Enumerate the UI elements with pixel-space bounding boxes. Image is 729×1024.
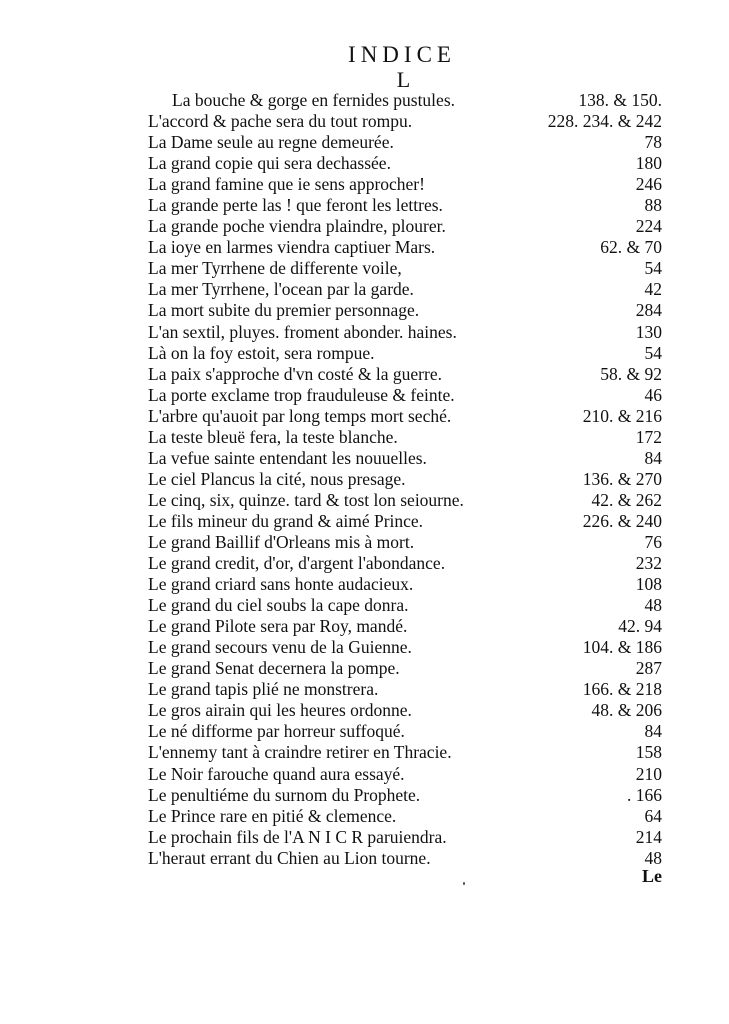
entry-page-ref: 136. & 270 (582, 468, 662, 489)
entry-text: Le grand Baillif d'Orleans mis à mort. (148, 531, 415, 552)
entry-page-ref: 48. & 206 (591, 700, 662, 721)
entry-page-ref: 284 (635, 300, 662, 321)
entry-text: Le grand credit, d'or, d'argent l'abondance. (148, 553, 446, 574)
entry-text: Le né difforme par horreur suffoqué. (148, 721, 405, 742)
entry-page-ref: 108 (635, 574, 662, 595)
entry-page-ref: 84 (644, 721, 662, 742)
ink-speck (463, 882, 465, 885)
index-entry (0, 195, 729, 216)
index-entry (0, 742, 729, 763)
catchword: Le (642, 866, 662, 886)
entry-text: L'an sextil, pluyes. froment abonder. haines. (148, 321, 457, 342)
index-entry (0, 764, 729, 785)
entry-page-ref: 214 (635, 826, 662, 847)
entry-page-ref: 246 (635, 174, 662, 195)
index-entry (0, 574, 729, 595)
entry-text: La teste bleuë fera, la teste blanche. (148, 426, 398, 447)
entry-page-ref: 287 (635, 658, 662, 679)
entry-page-ref: 138. & 150. (578, 90, 662, 110)
entry-text: La mer Tyrrhene de differente voile, (148, 258, 402, 279)
entry-page-ref: 226. & 240 (582, 510, 662, 531)
entry-page-ref: 158 (635, 742, 662, 763)
entry-page-ref: . 166 (627, 784, 662, 805)
index-entry (0, 279, 729, 300)
entry-page-ref: 104. & 186 (582, 637, 662, 658)
entry-page-ref: 54 (644, 258, 662, 279)
index-entry (0, 448, 729, 469)
entry-text: Le gros airain qui les heures ordonne. (148, 700, 412, 721)
entry-page-ref: 180 (635, 153, 662, 174)
entry-text: La mort subite du premier personnage. (148, 300, 420, 321)
entry-page-ref: 46 (644, 384, 662, 405)
entry-text: Le prochain fils de l'A N I C R paruiendra. (148, 826, 447, 847)
entry-text: Le grand tapis plié ne monstrera. (148, 679, 379, 700)
page-title: INDICE (348, 42, 456, 67)
index-entry (0, 532, 729, 553)
entry-page-ref: 64 (644, 805, 662, 826)
entry-page-ref: 42. 94 (618, 616, 662, 637)
entry-page-ref: 172 (635, 426, 662, 447)
entry-text: Le grand secours venu de la Guienne. (148, 637, 412, 658)
index-entry (0, 216, 729, 237)
entry-page-ref: 224 (635, 216, 662, 237)
entry-text: Le cinq, six, quinze. tard & tost lon seiourne. (148, 489, 464, 510)
index-entry (0, 658, 729, 679)
index-entry (0, 595, 729, 616)
entry-text: L'ennemy tant à craindre retirer en Thracie. (148, 742, 452, 763)
entry-page-ref: 42 (644, 279, 662, 300)
entry-text: La grande poche viendra plaindre, plourer. (148, 216, 446, 237)
entry-page-ref: 84 (644, 447, 662, 468)
entry-text: Le grand Pilote sera par Roy, mandé. (148, 616, 408, 637)
entry-page-ref: 166. & 218 (582, 679, 662, 700)
index-entry (0, 406, 729, 427)
entry-text: La grand famine que ie sens approcher! (148, 174, 425, 195)
entry-text: La grand copie qui sera dechassée. (148, 153, 391, 174)
index-entry (0, 469, 729, 490)
entry-page-ref: 76 (644, 531, 662, 552)
index-entry (0, 343, 729, 364)
entry-page-ref: 54 (644, 342, 662, 363)
index-entry (0, 300, 729, 321)
index-entry (0, 364, 729, 385)
index-entry (0, 637, 729, 658)
entry-text: Le grand criard sans honte audacieux. (148, 574, 414, 595)
entry-page-ref: 130 (635, 321, 662, 342)
entry-page-ref: 48 (644, 847, 662, 868)
index-entry (0, 848, 729, 869)
entry-text: Le ciel Plancus la cité, nous presage. (148, 468, 406, 489)
entry-page-ref: 210. & 216 (582, 405, 662, 426)
entry-text: La grande perte las ! que feront les lettres. (148, 195, 443, 216)
entry-text: L'heraut errant du Chien au Lion tourne. (148, 847, 431, 868)
index-entry (0, 237, 729, 258)
entry-text: La Dame seule au regne demeurée. (148, 132, 394, 153)
index-entry (0, 258, 729, 279)
entry-text: La vefue sainte entendant les nouuelles. (148, 447, 427, 468)
entry-text: Le grand Senat decernera la pompe. (148, 658, 400, 679)
index-entry (0, 153, 729, 174)
index-entries (0, 90, 729, 869)
entry-text: L'arbre qu'auoit par long temps mort seché. (148, 405, 452, 426)
entry-text: Le fils mineur du grand & aimé Prince. (148, 510, 424, 531)
index-entry (0, 174, 729, 195)
entry-page-ref: 88 (644, 195, 662, 216)
entry-text: Le Prince rare en pitié & clemence. (148, 805, 397, 826)
entry-text: La paix s'approche d'vn costé & la guerre. (148, 363, 442, 384)
entry-text: La porte exclame trop frauduleuse & feinte. (148, 384, 455, 405)
entry-text: Là on la foy estoit, sera rompue. (148, 342, 375, 363)
index-entry (0, 511, 729, 532)
index-entry (0, 806, 729, 827)
index-entry (0, 827, 729, 848)
section-letter: L (396, 67, 411, 92)
index-entry (0, 322, 729, 343)
entry-page-ref: 48 (644, 595, 662, 616)
index-entry (0, 785, 729, 806)
entry-text: Le grand du ciel soubs la cape donra. (148, 595, 409, 616)
index-entry (0, 427, 729, 448)
index-entry (0, 553, 729, 574)
index-entry (0, 700, 729, 721)
entry-text: L'accord & pache sera du tout rompu. (148, 111, 413, 132)
index-entry (0, 111, 729, 132)
entry-page-ref: 228. 234. & 242 (547, 111, 662, 132)
index-entry (0, 90, 729, 111)
index-entry (0, 679, 729, 700)
index-entry (0, 132, 729, 153)
entry-page-ref: 62. & 70 (600, 237, 662, 258)
entry-text: Le Noir farouche quand aura essayé. (148, 763, 405, 784)
entry-text: Le penultiéme du surnom du Prophete. (148, 784, 421, 805)
index-entry (0, 616, 729, 637)
entry-page-ref: 232 (635, 553, 662, 574)
entry-page-ref: 78 (644, 132, 662, 153)
entry-text: La bouche & gorge en fernides pustules. (172, 90, 455, 110)
entry-page-ref: 210 (635, 763, 662, 784)
entry-page-ref: 42. & 262 (591, 489, 662, 510)
index-entry (0, 385, 729, 406)
index-entry (0, 490, 729, 511)
index-entry (0, 721, 729, 742)
entry-text: La ioye en larmes viendra captiuer Mars. (148, 237, 436, 258)
entry-page-ref: 58. & 92 (600, 363, 662, 384)
entry-text: La mer Tyrrhene, l'ocean par la garde. (148, 279, 414, 300)
